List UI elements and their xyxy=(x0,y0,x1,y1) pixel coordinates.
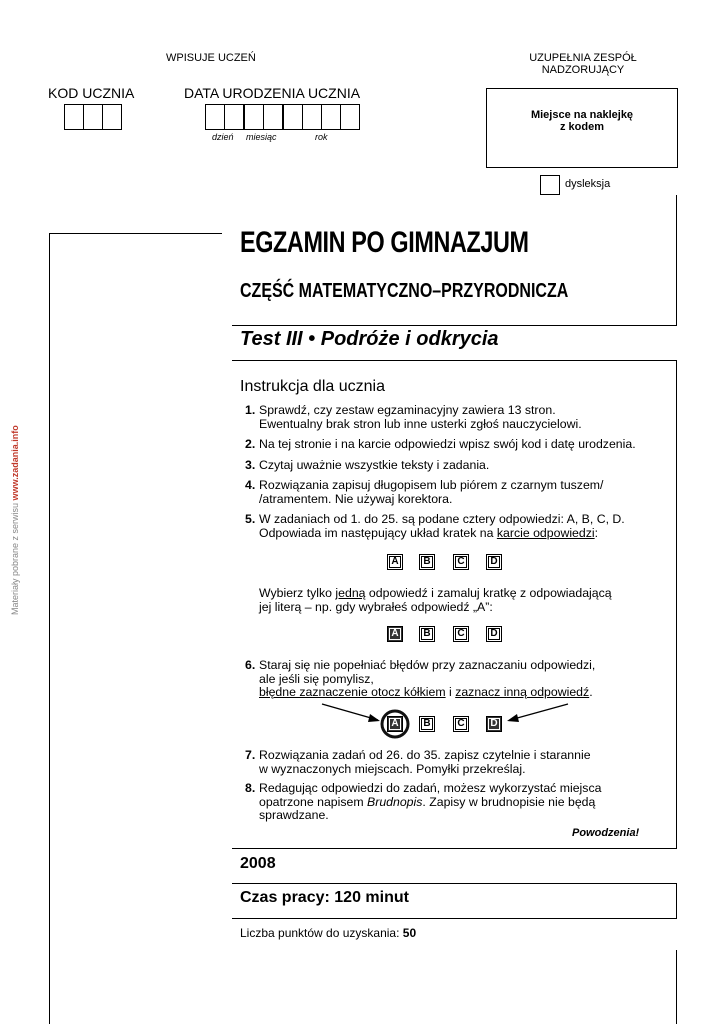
instruction-number: 8. xyxy=(245,781,256,795)
exam-subtitle: CZĘŚĆ MATEMATYCZNO–PRZYRODNICZA xyxy=(240,280,569,302)
underlined-text: zaznacz inną odpowiedź xyxy=(455,685,590,699)
instruction-line: jej literą – np. gdy wybrałeś odpowiedź „A”: xyxy=(259,599,493,614)
dyslexia-label: dysleksja xyxy=(565,178,611,190)
instruction-line: sprawdzane. xyxy=(259,808,329,822)
instruction-line: Rozwiązania zadań od 26. do 35. zapisz czytelnie i starannie xyxy=(259,748,591,762)
answer-box-b: B xyxy=(419,716,435,732)
text-span: opatrzone napisem xyxy=(259,794,368,809)
text-span: Odpowiada im następujący układ kratek na xyxy=(259,525,497,540)
sidebar-site[interactable]: www.zadania.info xyxy=(10,425,20,501)
instruction-line: w wyznaczonych miejscach. Pomyłki przekreślaj. xyxy=(259,761,526,776)
points-label: Liczba punktów do uzyskania: xyxy=(240,926,403,940)
exam-year: 2008 xyxy=(240,855,276,872)
underlined-text: karcie odpowiedzi xyxy=(496,525,595,540)
instruction-number: 2. xyxy=(245,437,256,451)
arrow-left-head xyxy=(368,714,380,722)
instruction-line: /atramentem. Nie używaj korektora. xyxy=(259,491,453,506)
points-info xyxy=(240,926,416,940)
points-value: 50 xyxy=(402,926,417,940)
answer-box-a: A xyxy=(387,554,403,570)
correction-circle xyxy=(382,711,408,737)
text-span: odpowiedź i zamaluj kratkę z odpowiadającą xyxy=(365,586,612,600)
answer-box-a-circled: A xyxy=(387,716,403,732)
text-span: i xyxy=(445,685,456,699)
good-luck: Powodzenia! xyxy=(572,827,640,839)
instruction-line: W zadaniach od 1. do 25. są podane cztery odpowiedzi: A, B, C, D. xyxy=(259,512,625,526)
year-caption: rok xyxy=(315,132,328,142)
birth-date-label: DATA URODZENIA UCZNIA xyxy=(184,85,361,101)
underlined-text: błędne zaznaczenie otocz kółkiem xyxy=(259,685,446,699)
instruction-line: Sprawdź, czy zestaw egzaminacyjny zawiera 13 stron. xyxy=(259,403,556,417)
answer-box-d: D xyxy=(486,554,502,570)
day-caption: dzień xyxy=(212,132,234,142)
answer-box-c: C xyxy=(453,716,469,732)
instruction-number: 4. xyxy=(245,478,256,492)
test-title: Test III • Podróże i odkrycia xyxy=(240,328,499,350)
answer-box-c: C xyxy=(453,626,469,642)
answer-box-d-filled: D xyxy=(486,716,502,732)
work-time: Czas pracy: 120 minut xyxy=(240,889,409,906)
arrow-right-line xyxy=(510,704,568,720)
text-span: : xyxy=(594,525,599,540)
instruction-number: 7. xyxy=(245,748,256,762)
instruction-line: ale jeśli się pomylisz, xyxy=(259,671,374,686)
italic-text: Brudnopis xyxy=(367,794,423,809)
arrow-right-head xyxy=(507,714,519,722)
instruction-line: Rozwiązania zapisuj długopisem lub piórem z czarnym tuszem/ xyxy=(259,478,604,492)
student-fills-label: WPISUJE UCZEŃ xyxy=(166,52,256,64)
team-fills-line2: NADZORUJĄCY xyxy=(541,64,625,76)
sidebar-prefix: Materiały pobrane z serwisu xyxy=(10,500,20,615)
answer-box-a-filled: A xyxy=(387,626,403,642)
instruction-number: 6. xyxy=(245,658,256,672)
instruction-line: Staraj się nie popełniać błędów przy zaznaczaniu odpowiedzi, xyxy=(259,658,596,672)
instruction-line: Na tej stronie i na karcie odpowiedzi wpisz swój kod i datę urodzenia. xyxy=(259,437,636,451)
text-span: . Zapisy w brudnopisie nie będą xyxy=(422,794,596,809)
text-span: . xyxy=(589,685,593,699)
instruction-number: 1. xyxy=(245,403,256,417)
student-code-label: KOD UCZNIA xyxy=(48,85,135,101)
sticker-line1: Miejsce na naklejkę xyxy=(530,109,634,121)
answer-box-d: D xyxy=(486,626,502,642)
instruction-line: Redagując odpowiedzi do zadań, możesz wykorzystać miejsca xyxy=(259,781,602,795)
month-caption: miesiąc xyxy=(246,132,277,142)
instruction-number: 5. xyxy=(245,512,256,526)
sticker-line2: z kodem xyxy=(559,121,604,133)
instruction-line: Czytaj uważnie wszystkie teksty i zadania. xyxy=(259,458,490,472)
underlined-text: jedną xyxy=(335,586,366,600)
instruction-line: Ewentualny brak stron lub inne usterki zgłoś nauczycielowi. xyxy=(259,416,582,431)
exam-title: EGZAMIN PO GIMNAZJUM xyxy=(240,226,529,259)
text-span: Wybierz tylko xyxy=(259,586,336,600)
instructions-heading: Instrukcja dla ucznia xyxy=(240,378,385,395)
answer-box-b: B xyxy=(419,554,435,570)
instruction-number: 3. xyxy=(245,458,256,472)
answer-box-c: C xyxy=(453,554,469,570)
team-fills-line1: UZUPEŁNIA ZESPÓŁ xyxy=(529,52,637,64)
answer-box-b: B xyxy=(419,626,435,642)
